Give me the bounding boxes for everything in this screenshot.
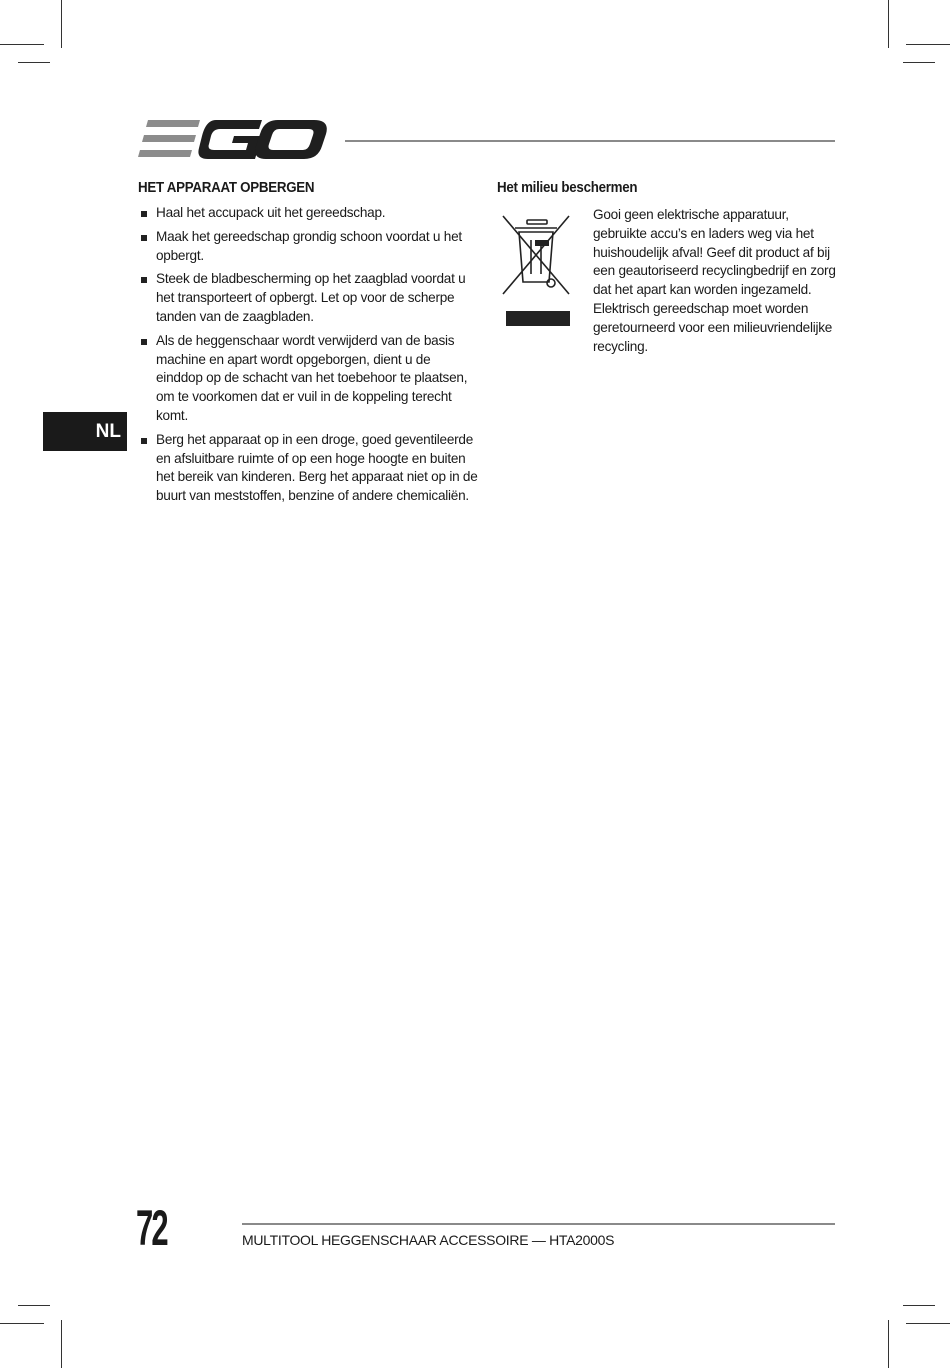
list-item: Haal het accupack uit het gereedschap. xyxy=(138,204,478,223)
storage-instructions-list xyxy=(138,204,478,506)
environment-section-title: Het milieu beschermen xyxy=(497,180,638,196)
environment-text: Gooi geen elektrische apparatuur, gebruikte accu’s en laders weg via het huishoudelijk afval! Geef dit product af bij een geautoriseerd recyclingbedrijf en zorg dat het apart kan worden ingezameld. Elektrisch gereedschap moet worden geretourneerd voor een milieuvriendelijke recycling. xyxy=(593,207,836,354)
crop-mark xyxy=(906,1323,950,1324)
bullet-icon xyxy=(141,339,147,345)
environment-section xyxy=(497,180,837,354)
bullet-icon xyxy=(141,277,147,283)
crop-mark xyxy=(906,44,950,45)
bullet-icon xyxy=(141,211,147,217)
list-item: Berg het apparaat op in een droge, goed geventileerde en afsluitbare ruimte of op een hoge hoogte en buiten het bereik van kinderen. Berg het apparaat niet op in de buurt van meststoffen, benzine of andere chemicaliën. xyxy=(138,431,478,506)
storage-section xyxy=(138,180,478,511)
crop-mark xyxy=(61,0,62,48)
crop-mark xyxy=(903,1305,935,1306)
crop-mark xyxy=(18,62,50,63)
crop-mark xyxy=(61,1320,62,1368)
ego-logo xyxy=(138,118,328,162)
header-rule xyxy=(345,140,835,142)
bullet-icon xyxy=(141,235,147,241)
list-item: Steek de bladbescherming op het zaagblad voordat u het transporteert of opbergt. Let op voor de scherpe tanden van de zaagbladen. xyxy=(138,270,478,326)
footer-rule xyxy=(242,1223,835,1225)
crossed-out-wheelie-bin-icon xyxy=(497,210,573,330)
bullet-icon xyxy=(141,438,147,444)
footer-document-title: MULTITOOL HEGGENSCHAAR ACCESSOIRE — HTA2000S xyxy=(242,1232,615,1248)
list-item: Maak het gereedschap grondig schoon voordat u het opbergt. xyxy=(138,228,478,266)
crop-mark xyxy=(888,1320,889,1368)
crop-mark xyxy=(903,62,935,63)
crop-mark xyxy=(18,1305,50,1306)
list-item: Als de heggenschaar wordt verwijderd van de basis machine en apart wordt opgeborgen, dient u de einddop op de schacht van het toebehoor te plaatsen, om te voorkomen dat er vuil in de koppeling terecht komt. xyxy=(138,332,478,426)
crop-mark xyxy=(888,0,889,48)
page-number: 72 xyxy=(136,1200,167,1256)
storage-section-title: HET APPARAAT OPBERGEN xyxy=(138,180,315,196)
language-tab: NL xyxy=(43,412,127,451)
crop-mark xyxy=(0,44,44,45)
crop-mark xyxy=(0,1323,44,1324)
